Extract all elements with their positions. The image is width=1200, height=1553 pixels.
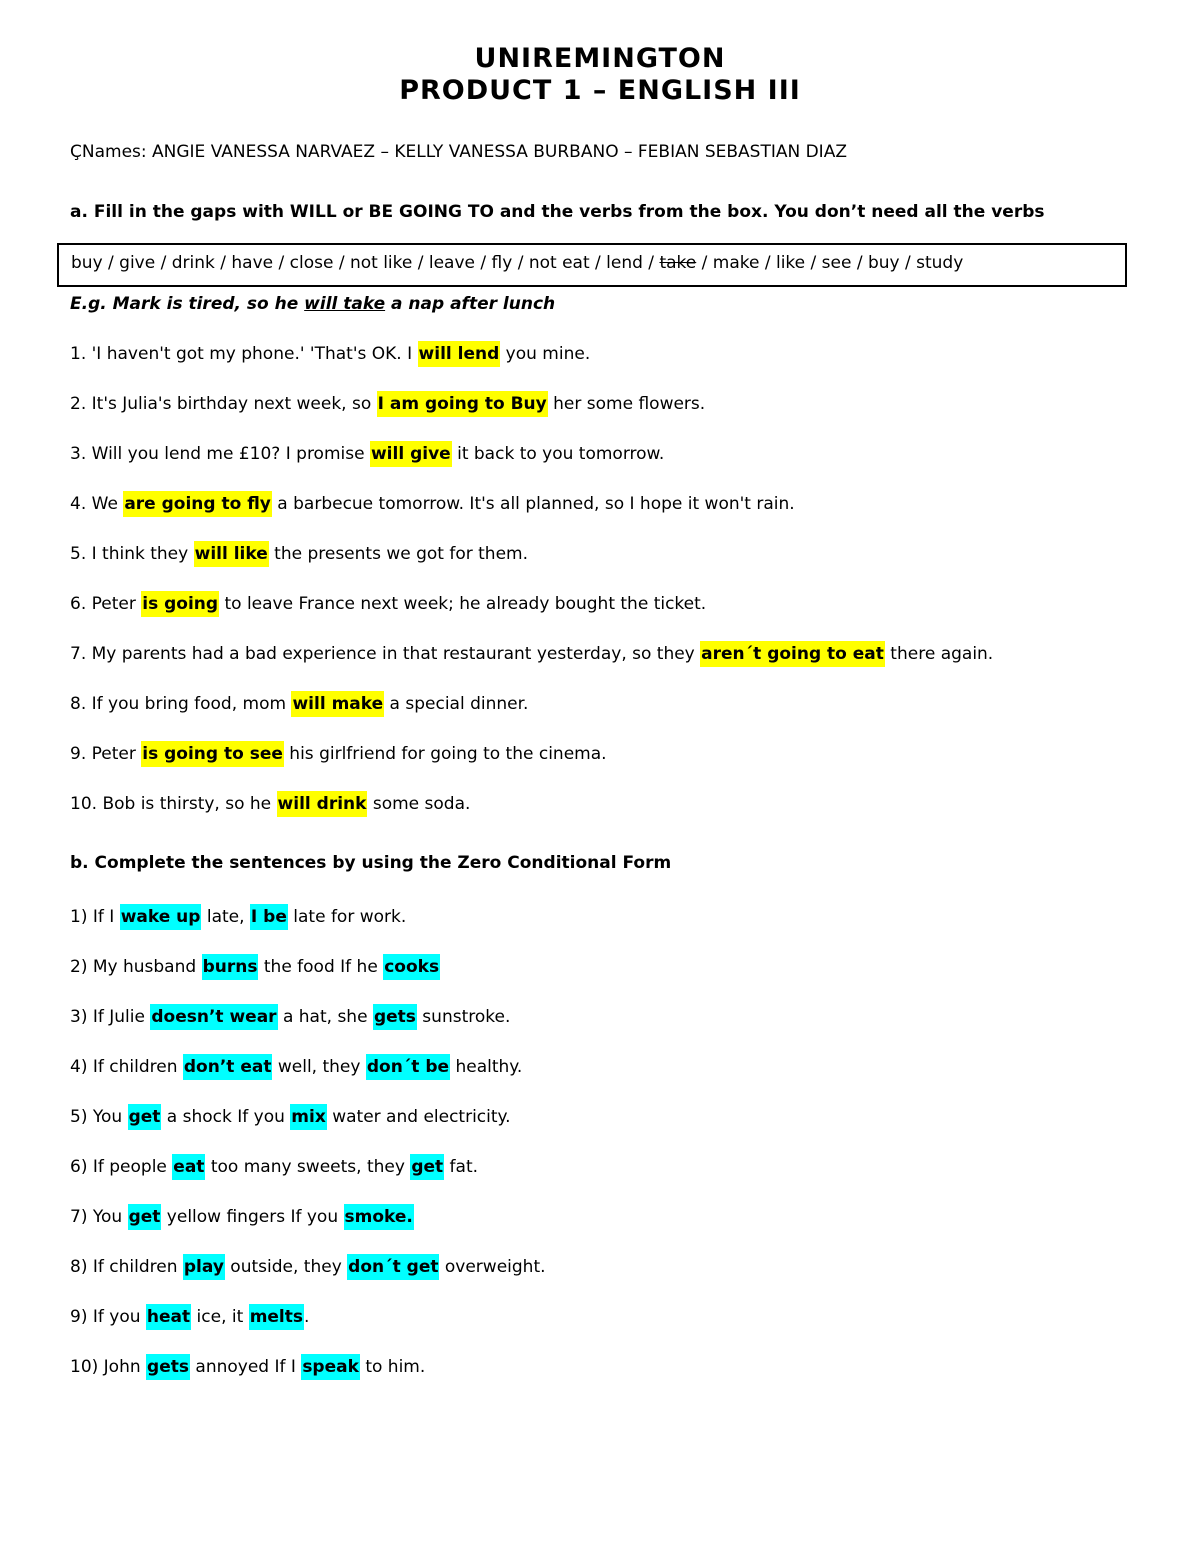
item-text: there again. [884,644,994,664]
item-text: healthy. [450,1057,523,1077]
item-text: If you [87,1307,146,1327]
item-text: to leave France next week; he already bought the ticket. [219,594,707,614]
answer-highlight: play [183,1254,225,1280]
answer-highlight: are going to fly [123,491,272,517]
answer-highlight: don’t eat [183,1054,273,1080]
item-number: 2) [70,957,88,977]
answer-highlight: is going [141,591,219,617]
item-number: 1 [70,344,81,364]
item-text: . I think they [80,544,194,564]
answer-highlight: get [128,1204,162,1230]
exercise-a-item [70,394,705,414]
answer-highlight: will drink [277,791,368,817]
item-number: 3 [70,444,81,464]
example-sentence [70,294,555,314]
item-text: . Peter [80,744,142,764]
item-number: 6) [70,1157,88,1177]
item-text: yellow fingers If you [161,1207,344,1227]
item-text: . Will you lend me £10? I promise [80,444,370,464]
item-text: If children [87,1057,183,1077]
item-text: the food If he [258,957,384,977]
item-text: ice, it [191,1307,249,1327]
item-number: 5) [70,1107,88,1127]
exercise-b-item [70,1157,478,1177]
exercise-a-item [70,644,993,664]
item-text: If people [87,1157,173,1177]
item-text: You [87,1207,128,1227]
answer-highlight: smoke. [344,1204,414,1230]
exercise-a-item [70,694,528,714]
answer-highlight: don´t be [366,1054,450,1080]
answer-highlight: I am going to Buy [377,391,548,417]
struck-verb: take [659,253,697,273]
item-text: overweight. [439,1257,546,1277]
item-text: outside, they [224,1257,348,1277]
exercise-b-item [70,957,440,977]
answer-highlight: doesn’t wear [150,1004,277,1030]
verb-list [71,253,963,273]
answer-highlight: get [128,1104,162,1130]
exercise-a-item [70,744,607,764]
item-text: water and electricity. [326,1107,511,1127]
item-number: 9 [70,744,81,764]
answer-highlight: mix [290,1104,327,1130]
item-number: 6 [70,594,81,614]
item-text: . [304,1307,310,1327]
exercise-b-item [70,1207,414,1227]
exercise-a-item [70,444,664,464]
item-text: fat. [444,1157,479,1177]
exercise-b-item [70,1257,546,1277]
section-a-instruction: a. Fill in the gaps with WILL or BE GOING TO and the verbs from the box. You don’t need all the verbs [70,202,1045,222]
exercise-b-item [70,1007,510,1027]
answer-highlight: don´t get [347,1254,439,1280]
item-number: 8 [70,694,81,714]
answer-highlight: I be [250,904,288,930]
answer-highlight: will give [370,441,452,467]
item-number: 8) [70,1257,88,1277]
example-suffix: a nap after lunch [385,294,556,314]
item-number: 10) [70,1357,99,1377]
exercise-a-item [70,344,590,364]
verb-box [57,243,1127,287]
item-number: 7 [70,644,81,664]
item-text: . Bob is thirsty, so he [91,794,277,814]
item-text: . Peter [80,594,142,614]
item-text: well, they [272,1057,366,1077]
answer-highlight: gets [373,1004,417,1030]
exercise-b-item [70,1057,522,1077]
item-text: . We [80,494,124,514]
item-number: 9) [70,1307,88,1327]
item-text: late for work. [287,907,407,927]
item-number: 1) [70,907,88,927]
answer-highlight: wake up [120,904,202,930]
item-number: 7) [70,1207,88,1227]
answer-highlight: speak [301,1354,360,1380]
answer-highlight: burns [202,954,259,980]
answer-highlight: aren´t going to eat [700,641,885,667]
answer-highlight: eat [172,1154,205,1180]
item-text: a hat, she [277,1007,373,1027]
exercise-a-item [70,594,706,614]
document-title: UNIREMINGTON [474,43,726,74]
exercise-b-item [70,1107,511,1127]
item-text: . It's Julia's birthday next week, so [80,394,377,414]
item-number: 3) [70,1007,88,1027]
answer-highlight: melts [249,1304,304,1330]
answer-highlight: will lend [418,341,501,367]
verb-list-part: / make / like / see / buy / study [696,253,964,273]
item-text: . My parents had a bad experience in that restaurant yesterday, so they [80,644,701,664]
document-subtitle: PRODUCT 1 – ENGLISH III [399,75,801,106]
answer-highlight: is going to see [141,741,284,767]
item-text: late, [201,907,250,927]
exercise-b-item [70,907,406,927]
item-text: a special dinner. [384,694,529,714]
item-text: My husband [87,957,202,977]
item-number: 10 [70,794,92,814]
item-text: the presents we got for them. [268,544,529,564]
item-number: 5 [70,544,81,564]
item-text: a shock If you [161,1107,291,1127]
item-text: it back to you tomorrow. [451,444,665,464]
answer-highlight: heat [146,1304,191,1330]
item-text: John [98,1357,147,1377]
item-number: 4 [70,494,81,514]
answer-highlight: get [410,1154,444,1180]
item-text: You [87,1107,128,1127]
item-text: some soda. [367,794,471,814]
verb-list-part: buy / give / drink / have / close / not like / leave / fly / not eat / lend / [71,253,660,273]
example-answer: will take [304,294,386,314]
answer-highlight: will make [291,691,384,717]
example-prefix: E.g. Mark is tired, so he [70,294,305,314]
item-text: If I [87,907,120,927]
exercise-a-item [70,544,528,564]
exercise-b-item [70,1357,425,1377]
item-text: . 'I haven't got my phone.' 'That's OK. I [80,344,418,364]
item-text: If Julie [87,1007,151,1027]
answer-highlight: will like [194,541,269,567]
item-text: too many sweets, they [205,1157,411,1177]
item-number: 2 [70,394,81,414]
item-text: you mine. [500,344,591,364]
item-text: a barbecue tomorrow. It's all planned, so I hope it won't rain. [271,494,795,514]
item-text: If children [87,1257,183,1277]
answer-highlight: cooks [383,954,440,980]
item-text: his girlfriend for going to the cinema. [283,744,607,764]
exercise-a-item [70,794,470,814]
answer-highlight: gets [146,1354,190,1380]
section-b-instruction: b. Complete the sentences by using the Zero Conditional Form [70,853,672,873]
item-text: to him. [359,1357,426,1377]
exercise-b-item [70,1307,309,1327]
student-names: ÇNames: ANGIE VANESSA NARVAEZ – KELLY VANESSA BURBANO – FEBIAN SEBASTIAN DIAZ [70,142,847,162]
item-text: sunstroke. [416,1007,511,1027]
item-number: 4) [70,1057,88,1077]
item-text: annoyed If I [190,1357,302,1377]
item-text: her some flowers. [547,394,706,414]
exercise-a-item [70,494,795,514]
item-text: . If you bring food, mom [80,694,292,714]
